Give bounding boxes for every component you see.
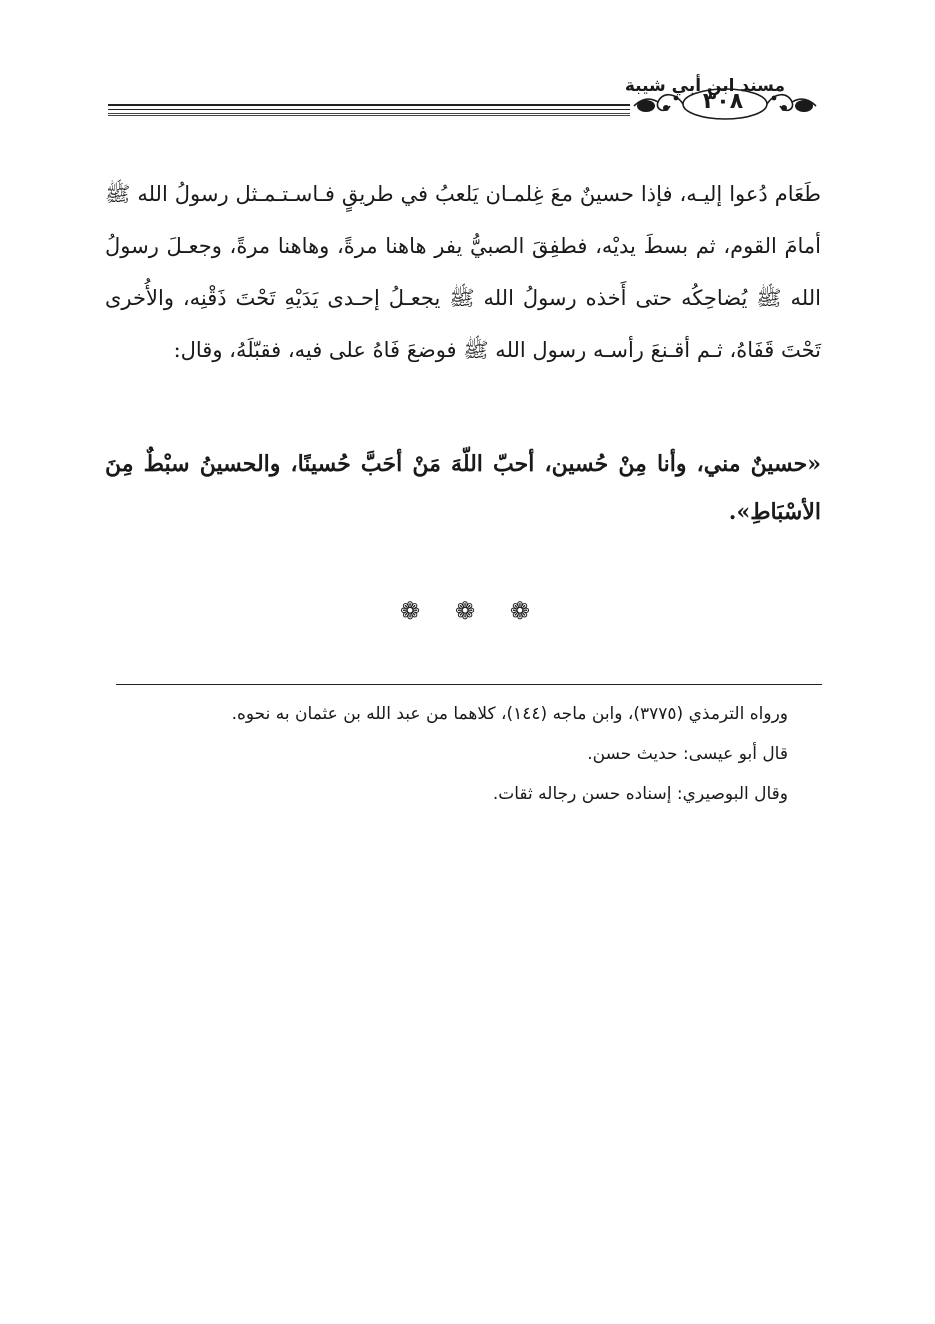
header-rule: [108, 104, 630, 106]
section-separator: [400, 596, 530, 626]
flower-ornament-icon: ❁: [509, 597, 530, 625]
hadith-paragraph: طَعَام دُعوا إليـه، فإذا حسينٌ معَ غِلمـان يَلعبُ في طريقٍ فـاسـتـمـثل رسولُ الله ﷺ أمامَ القوم، ثم بسطَ يديْه، فطفِقَ الصبيُّ يفر هاهنا مرةً، وهاهنا مرةً، وجعـلَ رسولُ الله ﷺ يُضاحِكُه حتى أَخذه رسولُ الله ﷺ يجعـلُ إحـدى يَدَيْهِ تَحْتَ ذَقْنِه، والأُخرى تَحْتَ قَفَاهُ، ثـم أقـنعَ رأسـه رسول الله ﷺ فوضعَ فَاهُ على فيه، فقبّلَهُ، وقال:: [105, 182, 821, 362]
running-title: مسند ابن أبي شيبة: [624, 76, 785, 96]
flower-ornament-icon: ❁: [454, 597, 476, 625]
footnote-takhrij: ورواه الترمذي (٣٧٧٥)، وابن ماجه (١٤٤)، كلاهما من عبد الله بن عثمان به نحوه.: [231, 704, 788, 724]
header-rule: [108, 109, 630, 110]
header-rule: [108, 113, 630, 116]
hadith-quote: «حسينٌ مني، وأنا مِنْ حُسين، أحبّ اللّهَ مَنْ أحَبَّ حُسينًا، والحسينُ سبْطٌ مِنَ الأسْبَاطِ».: [105, 451, 821, 525]
footnote-busiri: وقال البوصيري: إسناده حسن رجاله ثقات.: [492, 784, 788, 804]
page-number: ٣٠٨: [702, 89, 744, 114]
footnote-rule: [116, 684, 822, 685]
flower-ornament-icon: ❁: [400, 597, 421, 625]
footnotes: [108, 694, 788, 814]
footnote-abu-isa: قال أبو عيسى: حديث حسن.: [587, 744, 788, 764]
